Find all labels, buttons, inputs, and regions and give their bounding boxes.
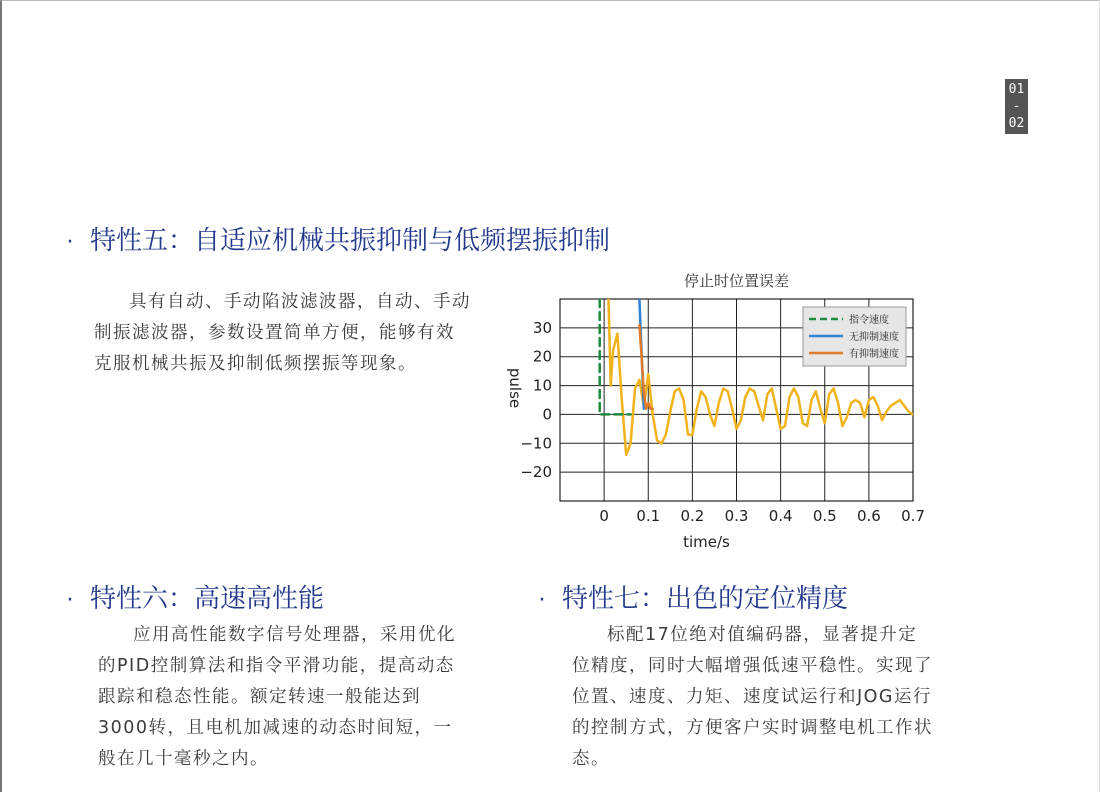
page-number-end: 02 — [1008, 116, 1025, 131]
section6-bullet: · — [66, 588, 74, 613]
section6-heading — [66, 578, 324, 615]
section5-text: 具有自动、手动陷波滤波器，自动、手动制振滤波器，参数设置简单方便，能够有效克服机械共振及抑制低频摆振等现象。 — [94, 292, 471, 374]
x-tick-label: 0.3 — [724, 507, 749, 525]
y-tick-label: 10 — [532, 376, 552, 395]
chart-title: 停止时位置误差 — [683, 272, 790, 290]
legend-entry: 有抑制速度 — [849, 349, 899, 360]
section6-body — [98, 620, 460, 775]
section5-heading — [66, 220, 610, 257]
section6-title: 特性六：高速高性能 — [90, 584, 325, 614]
page-number-separator: - — [1012, 99, 1021, 114]
section5-title: 特性五：自适应机械共振抑制与低频摆振抑制 — [90, 226, 611, 256]
section6-text: 应用高性能数字信号处理器，采用优化的PID控制算法和指令平滑功能，提高动态跟踪和稳态性能。额定转速一般能达到3000转，且电机加减速的动态时间短，一般在几十毫秒之内。 — [98, 625, 456, 769]
section7-heading — [538, 578, 848, 615]
y-tick-label: 30 — [532, 318, 552, 337]
x-tick-label: 0.1 — [636, 507, 661, 525]
section5-bullet: · — [66, 230, 74, 255]
y-tick-label: −10 — [520, 434, 552, 453]
legend-entry: 无抑制速度 — [849, 332, 899, 343]
x-tick-label: 0 — [599, 507, 609, 525]
x-tick-label: 0.5 — [812, 507, 837, 525]
x-axis-label: time/s — [683, 533, 730, 551]
x-tick-label: 0.6 — [856, 507, 881, 525]
section7-text: 标配17位绝对值编码器，显著提升定位精度，同时大幅增强低速平稳性。实现了位置、速度、力矩、速度试运行和JOG运行的控制方式，方便客户实时调整电机工作状态。 — [572, 625, 933, 769]
y-tick-label: −20 — [520, 463, 552, 482]
x-tick-label: 0.7 — [901, 507, 925, 525]
section5-body — [94, 287, 472, 380]
x-tick-label: 0.4 — [768, 507, 793, 525]
legend-entry: 指令速度 — [849, 315, 889, 326]
y-tick-label: 20 — [532, 347, 552, 366]
position-error-chart — [490, 262, 950, 562]
section7-title: 特性七：出色的定位精度 — [562, 584, 849, 614]
section7-body — [572, 620, 934, 775]
page-number-start: 01 — [1008, 82, 1025, 97]
y-axis-label: pulse — [506, 367, 524, 409]
x-tick-label: 0.2 — [680, 507, 705, 525]
y-tick-label: 0 — [542, 405, 552, 424]
section7-bullet: · — [538, 588, 546, 613]
page-number-badge — [1005, 79, 1028, 134]
chart-legend — [803, 307, 906, 366]
